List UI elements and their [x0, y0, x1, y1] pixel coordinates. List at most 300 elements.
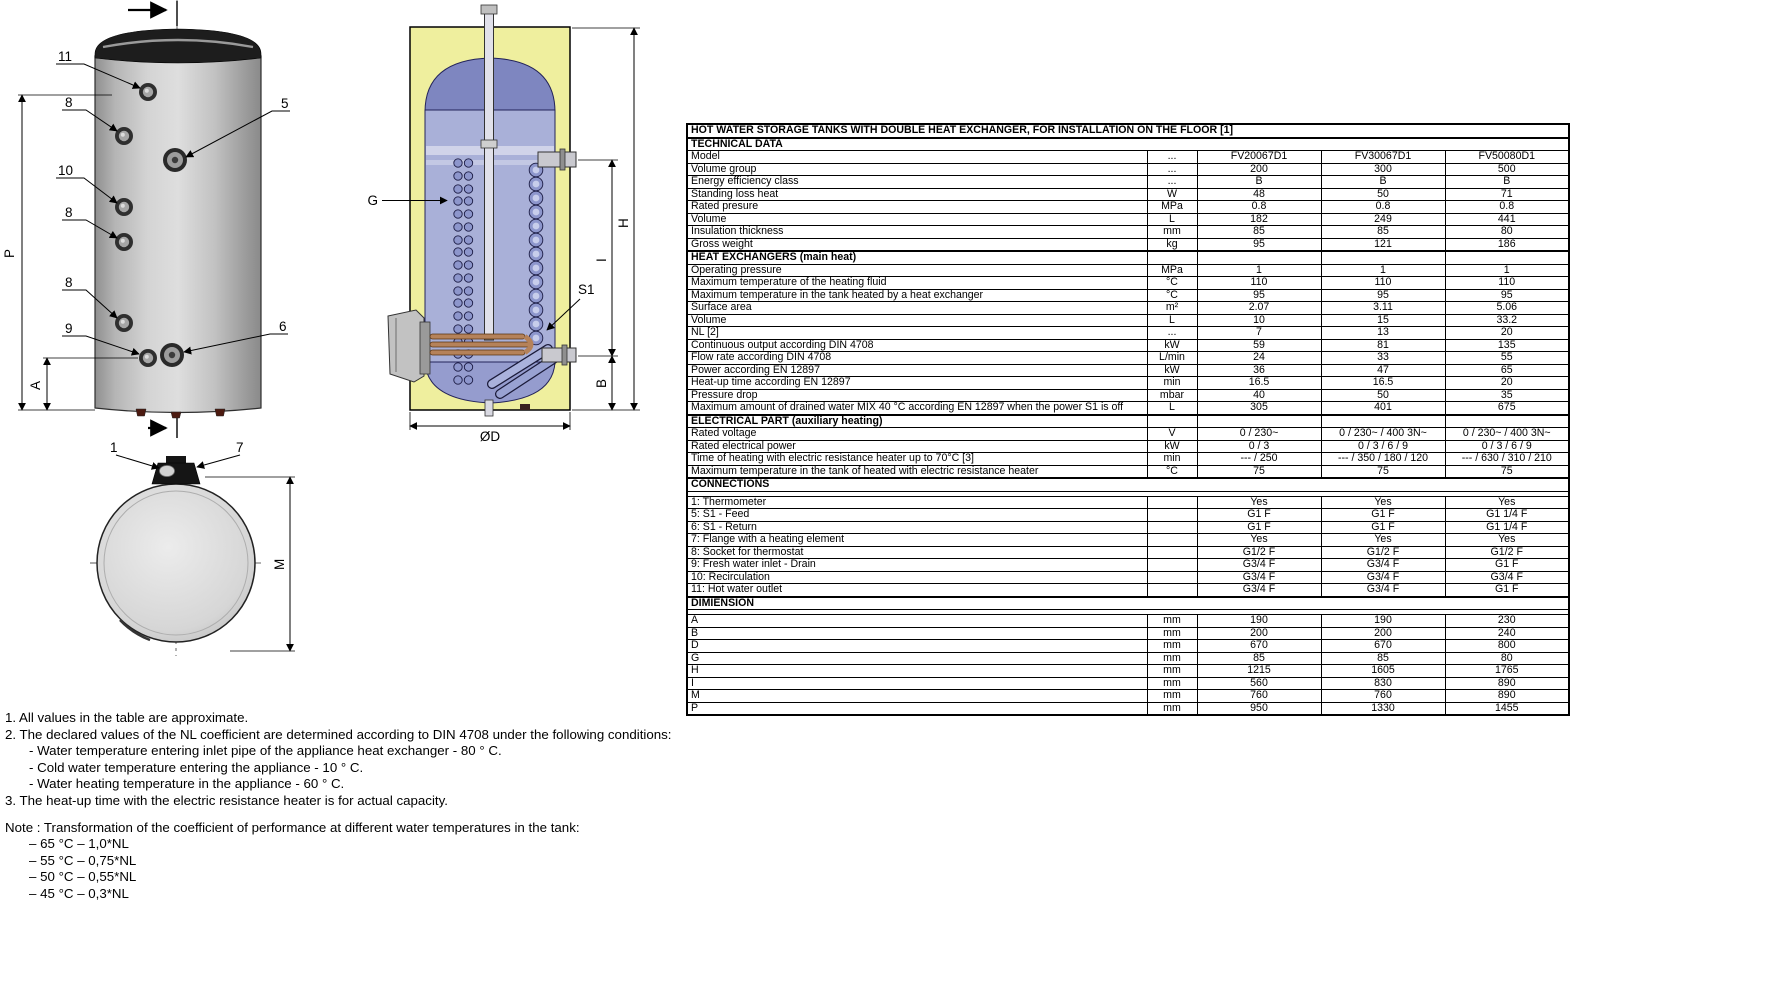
row-label: Continuous output according DIN 4708: [687, 339, 1147, 352]
row-unit: [1147, 521, 1197, 534]
thermometer-pocket: [160, 466, 175, 477]
row-value-fv20067d1: 10: [1197, 314, 1321, 327]
row-value-fv20067d1: Yes: [1197, 496, 1321, 509]
row-value-fv30067d1: G1 F: [1321, 509, 1445, 522]
table-row: [687, 690, 1569, 703]
row-unit: mm: [1147, 677, 1197, 690]
table-row: [687, 478, 1569, 491]
row-label: I: [687, 677, 1147, 690]
row-label: Maximum temperature in the tank of heated with electric resistance heater: [687, 465, 1147, 478]
table-row: [687, 640, 1569, 653]
table-row: [687, 415, 1569, 428]
table-row: [687, 496, 1569, 509]
row-value-fv30067d1: G3/4 F: [1321, 584, 1445, 597]
row-value-fv50080d1: 55: [1445, 352, 1569, 365]
row-value-fv30067d1: 50: [1321, 389, 1445, 402]
front-view: [2, 0, 290, 438]
row-value-fv20067d1: 182: [1197, 213, 1321, 226]
heater-flange: [388, 310, 424, 382]
row-unit: L: [1147, 402, 1197, 415]
row-unit: mm: [1147, 690, 1197, 703]
table-row: [687, 546, 1569, 559]
row-value-fv50080d1: 95: [1445, 289, 1569, 302]
row-value-fv20067d1: 85: [1197, 226, 1321, 239]
row-value-fv30067d1: [1321, 415, 1445, 428]
callout-label-9: 9: [65, 321, 73, 336]
row-value-fv30067d1: 760: [1321, 690, 1445, 703]
tank-foot: [171, 412, 181, 418]
table-row: [687, 352, 1569, 365]
row-label: Heat-up time according EN 12897: [687, 377, 1147, 390]
row-label: Surface area: [687, 302, 1147, 315]
table-row: [687, 377, 1569, 390]
table-row: [687, 302, 1569, 315]
row-value-fv30067d1: Yes: [1321, 534, 1445, 547]
row-unit: °C: [1147, 277, 1197, 290]
row-unit: [1147, 546, 1197, 559]
technical-drawing: [0, 0, 686, 700]
row-unit: kW: [1147, 339, 1197, 352]
row-value-fv50080d1: 1765: [1445, 665, 1569, 678]
row-label: Maximum amount of drained water MIX 40 °C according EN 12897 when the power S1 is off: [687, 402, 1147, 415]
row-value-fv50080d1: 240: [1445, 627, 1569, 640]
row-label: 1: Thermometer: [687, 496, 1147, 509]
spec-table-body: [687, 124, 1569, 715]
row-value-fv50080d1: 0 / 230~ / 400 3N~: [1445, 428, 1569, 441]
row-unit: [1147, 571, 1197, 584]
row-value-fv50080d1: G1 F: [1445, 584, 1569, 597]
row-value-fv30067d1: G3/4 F: [1321, 571, 1445, 584]
row-value-fv20067d1: G3/4 F: [1197, 559, 1321, 572]
row-value-fv20067d1: G3/4 F: [1197, 571, 1321, 584]
row-value-fv30067d1: Yes: [1321, 496, 1445, 509]
boss-8b: [115, 233, 133, 251]
top-view: [90, 440, 295, 656]
row-value-fv50080d1: [1445, 251, 1569, 264]
row-value-fv30067d1: [1321, 251, 1445, 264]
row-value-fv20067d1: [1197, 138, 1321, 151]
row-value-fv30067d1: 13: [1321, 327, 1445, 340]
row-value-fv30067d1: 3.11: [1321, 302, 1445, 315]
row-unit: mm: [1147, 652, 1197, 665]
callout-label-8c: 8: [65, 275, 73, 290]
dim-label-b: B: [594, 378, 609, 388]
boss-8a: [115, 127, 133, 145]
row-value-fv30067d1: 95: [1321, 289, 1445, 302]
row-value-fv30067d1: 0.8: [1321, 201, 1445, 214]
row-value-fv30067d1: 0 / 230~ / 400 3N~: [1321, 428, 1445, 441]
row-value-fv30067d1: [1321, 124, 1445, 138]
row-unit: [1147, 584, 1197, 597]
table-row: [687, 176, 1569, 189]
callout-label-10: 10: [58, 163, 74, 178]
row-label: ELECTRICAL PART (auxiliary heating): [687, 415, 1147, 428]
table-row: [687, 213, 1569, 226]
table-row: [687, 364, 1569, 377]
note-line: - Water temperature entering inlet pipe of the appliance heat exchanger - 80 ° C.: [29, 743, 502, 759]
table-row: [687, 521, 1569, 534]
heater-rod: [430, 350, 525, 355]
row-value-fv50080d1: B: [1445, 176, 1569, 189]
table-row: [687, 665, 1569, 678]
row-value-fv20067d1: Yes: [1197, 534, 1321, 547]
row-label: DIMIENSION: [687, 597, 1147, 610]
row-value-fv50080d1: 0 / 3 / 6 / 9: [1445, 440, 1569, 453]
row-label: NL [2]: [687, 327, 1147, 340]
row-value-fv50080d1: 0.8: [1445, 201, 1569, 214]
row-unit: °C: [1147, 289, 1197, 302]
row-value-fv50080d1: [1445, 124, 1569, 138]
row-value-fv30067d1: 85: [1321, 652, 1445, 665]
row-value-fv20067d1: 48: [1197, 188, 1321, 201]
note-line: 2. The declared values of the NL coefficient are determined according to DIN 4708 under the following conditions:: [5, 726, 672, 742]
row-value-fv30067d1: 33: [1321, 352, 1445, 365]
row-value-fv50080d1: Yes: [1445, 534, 1569, 547]
row-value-fv50080d1: 110: [1445, 277, 1569, 290]
row-unit: V: [1147, 428, 1197, 441]
row-label: M: [687, 690, 1147, 703]
table-row: [687, 163, 1569, 176]
row-value-fv30067d1: 81: [1321, 339, 1445, 352]
table-row: [687, 402, 1569, 415]
table-row: [687, 289, 1569, 302]
row-value-fv20067d1: G1/2 F: [1197, 546, 1321, 559]
central-pipe: [485, 10, 494, 340]
row-value-fv20067d1: 85: [1197, 652, 1321, 665]
row-label: Energy efficiency class: [687, 176, 1147, 189]
table-row: [687, 453, 1569, 466]
row-value-fv20067d1: --- / 250: [1197, 453, 1321, 466]
row-label: Time of heating with electric resistance heater up to 70°C [3]: [687, 453, 1147, 466]
row-value-fv50080d1: 80: [1445, 652, 1569, 665]
row-label: Volume: [687, 314, 1147, 327]
row-value-fv50080d1: G1 1/4 F: [1445, 509, 1569, 522]
row-value-fv50080d1: 75: [1445, 465, 1569, 478]
row-unit: L/min: [1147, 352, 1197, 365]
row-value-fv50080d1: Yes: [1445, 496, 1569, 509]
row-value-fv50080d1: [1445, 597, 1569, 610]
row-value-fv30067d1: 300: [1321, 163, 1445, 176]
row-value-fv20067d1: [1197, 478, 1321, 491]
table-row: [687, 584, 1569, 597]
row-value-fv30067d1: FV30067D1: [1321, 151, 1445, 164]
tank-foot: [215, 409, 225, 416]
row-value-fv50080d1: 71: [1445, 188, 1569, 201]
table-row: [687, 652, 1569, 665]
boss-9: [139, 349, 157, 367]
row-value-fv50080d1: [1445, 138, 1569, 151]
row-value-fv30067d1: 830: [1321, 677, 1445, 690]
row-label: 6: S1 - Return: [687, 521, 1147, 534]
row-value-fv30067d1: 15: [1321, 314, 1445, 327]
row-value-fv30067d1: 85: [1321, 226, 1445, 239]
row-label: Operating pressure: [687, 264, 1147, 277]
row-label: P: [687, 702, 1147, 715]
row-label: Rated presure: [687, 201, 1147, 214]
row-unit: min: [1147, 453, 1197, 466]
callout-label-8a: 8: [65, 95, 73, 110]
row-value-fv50080d1: [1445, 478, 1569, 491]
row-value-fv20067d1: 0 / 230~: [1197, 428, 1321, 441]
table-row: [687, 151, 1569, 164]
dim-label-p: P: [2, 248, 17, 258]
row-value-fv50080d1: 20: [1445, 327, 1569, 340]
row-label: TECHNICAL DATA: [687, 138, 1147, 151]
table-row: [687, 677, 1569, 690]
row-value-fv20067d1: 16.5: [1197, 377, 1321, 390]
row-label: Model: [687, 151, 1147, 164]
section-view: [367, 5, 640, 444]
row-value-fv50080d1: 65: [1445, 364, 1569, 377]
dim-label-a: A: [28, 380, 43, 390]
row-value-fv50080d1: 80: [1445, 226, 1569, 239]
row-value-fv30067d1: 0 / 3 / 6 / 9: [1321, 440, 1445, 453]
row-label: G: [687, 652, 1147, 665]
row-value-fv20067d1: 95: [1197, 289, 1321, 302]
dim-label-d: ØD: [479, 429, 501, 444]
row-unit: mm: [1147, 226, 1197, 239]
table-row: [687, 615, 1569, 628]
row-value-fv20067d1: FV20067D1: [1197, 151, 1321, 164]
note-line: – 50 °C – 0,55*NL: [29, 869, 137, 885]
row-unit: W: [1147, 188, 1197, 201]
heater-rod: [430, 334, 525, 339]
table-row: [687, 339, 1569, 352]
boss-11: [139, 83, 157, 101]
row-value-fv30067d1: 121: [1321, 238, 1445, 251]
row-value-fv20067d1: 110: [1197, 277, 1321, 290]
dim-label-m: M: [272, 558, 287, 570]
row-value-fv30067d1: G1/2 F: [1321, 546, 1445, 559]
table-row: [687, 124, 1569, 138]
row-unit: ...: [1147, 327, 1197, 340]
table-row: [687, 389, 1569, 402]
table-row: [687, 702, 1569, 715]
row-label: Power according EN 12897: [687, 364, 1147, 377]
row-value-fv20067d1: [1197, 597, 1321, 610]
spec-table: [686, 123, 1570, 716]
row-label: Maximum temperature of the heating fluid: [687, 277, 1147, 290]
row-value-fv20067d1: G1 F: [1197, 509, 1321, 522]
row-unit: [1147, 138, 1197, 151]
row-value-fv20067d1: 760: [1197, 690, 1321, 703]
row-value-fv20067d1: 7: [1197, 327, 1321, 340]
row-value-fv30067d1: 16.5: [1321, 377, 1445, 390]
row-label: Standing loss heat: [687, 188, 1147, 201]
row-value-fv30067d1: 1: [1321, 264, 1445, 277]
row-unit: kg: [1147, 238, 1197, 251]
table-row: [687, 251, 1569, 264]
feed-pipe: [538, 152, 576, 167]
row-unit: [1147, 251, 1197, 264]
row-value-fv20067d1: [1197, 251, 1321, 264]
row-unit: [1147, 534, 1197, 547]
boss-10: [115, 198, 133, 216]
row-value-fv20067d1: 950: [1197, 702, 1321, 715]
table-row: [687, 534, 1569, 547]
row-label: 7: Flange with a heating element: [687, 534, 1147, 547]
row-value-fv20067d1: 200: [1197, 627, 1321, 640]
note-line: – 65 °C – 1,0*NL: [29, 836, 129, 852]
row-unit: L: [1147, 314, 1197, 327]
row-value-fv20067d1: B: [1197, 176, 1321, 189]
row-label: 9: Fresh water inlet - Drain: [687, 559, 1147, 572]
row-value-fv50080d1: 1: [1445, 264, 1569, 277]
row-label: Gross weight: [687, 238, 1147, 251]
row-unit: °C: [1147, 465, 1197, 478]
row-unit: [1147, 509, 1197, 522]
row-value-fv50080d1: 20: [1445, 377, 1569, 390]
row-value-fv20067d1: 95: [1197, 238, 1321, 251]
row-label: 8: Socket for thermostat: [687, 546, 1147, 559]
row-value-fv20067d1: 670: [1197, 640, 1321, 653]
row-label: Volume group: [687, 163, 1147, 176]
dim-label-g: G: [367, 193, 378, 208]
dim-label-h: H: [616, 218, 631, 228]
note-line: 1. All values in the table are approximate.: [5, 710, 249, 725]
row-label: HEAT EXCHANGERS (main heat): [687, 251, 1147, 264]
row-unit: m²: [1147, 302, 1197, 315]
row-label: D: [687, 640, 1147, 653]
row-unit: [1147, 415, 1197, 428]
row-value-fv20067d1: 2.07: [1197, 302, 1321, 315]
row-value-fv30067d1: [1321, 138, 1445, 151]
row-value-fv50080d1: G1 1/4 F: [1445, 521, 1569, 534]
row-label: Maximum temperature in the tank heated by a heat exchanger: [687, 289, 1147, 302]
dim-label-i: I: [594, 258, 609, 262]
table-row: [687, 201, 1569, 214]
tank-foot: [136, 409, 146, 416]
row-unit: mm: [1147, 627, 1197, 640]
row-value-fv50080d1: 675: [1445, 402, 1569, 415]
table-row: [687, 238, 1569, 251]
row-value-fv20067d1: 0.8: [1197, 201, 1321, 214]
table-row: [687, 597, 1569, 610]
table-row: [687, 138, 1569, 151]
table-row: [687, 428, 1569, 441]
return-pipe: [542, 348, 576, 362]
row-value-fv30067d1: G3/4 F: [1321, 559, 1445, 572]
table-row: [687, 465, 1569, 478]
row-value-fv50080d1: 230: [1445, 615, 1569, 628]
row-value-fv20067d1: 75: [1197, 465, 1321, 478]
row-unit: MPa: [1147, 201, 1197, 214]
row-value-fv30067d1: B: [1321, 176, 1445, 189]
row-label: 5: S1 - Feed: [687, 509, 1147, 522]
table-row: [687, 440, 1569, 453]
callout-label-8b: 8: [65, 205, 73, 220]
row-value-fv30067d1: 1330: [1321, 702, 1445, 715]
callout-label-6: 6: [279, 319, 287, 334]
table-row: [687, 226, 1569, 239]
row-value-fv20067d1: 1: [1197, 264, 1321, 277]
row-unit: mm: [1147, 615, 1197, 628]
row-value-fv30067d1: G1 F: [1321, 521, 1445, 534]
row-unit: kW: [1147, 440, 1197, 453]
row-unit: mbar: [1147, 389, 1197, 402]
table-row: [687, 509, 1569, 522]
row-unit: min: [1147, 377, 1197, 390]
heater-rod: [430, 342, 531, 347]
row-label: 10: Recirculation: [687, 571, 1147, 584]
row-value-fv30067d1: 670: [1321, 640, 1445, 653]
row-label: B: [687, 627, 1147, 640]
row-value-fv20067d1: 1215: [1197, 665, 1321, 678]
row-value-fv50080d1: 135: [1445, 339, 1569, 352]
row-unit: L: [1147, 213, 1197, 226]
row-unit: kW: [1147, 364, 1197, 377]
row-label: 11: Hot water outlet: [687, 584, 1147, 597]
tank-top-cap: [95, 29, 261, 63]
top-flange: [152, 463, 200, 484]
row-value-fv30067d1: 50: [1321, 188, 1445, 201]
note-line: Note : Transformation of the coefficient of performance at different water temperatures in the tank:: [5, 819, 580, 835]
row-value-fv30067d1: 47: [1321, 364, 1445, 377]
row-value-fv50080d1: G1 F: [1445, 559, 1569, 572]
row-value-fv20067d1: 0 / 3: [1197, 440, 1321, 453]
boss-6: [160, 343, 184, 367]
row-unit: [1147, 597, 1197, 610]
row-value-fv50080d1: 186: [1445, 238, 1569, 251]
row-label: CONNECTIONS: [687, 478, 1147, 491]
row-unit: ...: [1147, 163, 1197, 176]
table-row: [687, 188, 1569, 201]
row-unit: mm: [1147, 665, 1197, 678]
row-label: Rated electrical power: [687, 440, 1147, 453]
row-value-fv20067d1: 200: [1197, 163, 1321, 176]
row-value-fv30067d1: 190: [1321, 615, 1445, 628]
callout-label-5: 5: [281, 96, 289, 111]
tank-top-circle: [97, 484, 255, 642]
note-line: – 45 °C – 0,3*NL: [29, 885, 129, 901]
table-row: [687, 559, 1569, 572]
note-line: [5, 810, 671, 820]
row-unit: ...: [1147, 151, 1197, 164]
row-label: Flow rate according DIN 4708: [687, 352, 1147, 365]
note-line: – 55 °C – 0,75*NL: [29, 852, 137, 868]
row-value-fv50080d1: 441: [1445, 213, 1569, 226]
table-row: [687, 571, 1569, 584]
row-value-fv50080d1: G1/2 F: [1445, 546, 1569, 559]
table-row: [687, 277, 1569, 290]
row-value-fv50080d1: --- / 630 / 310 / 210: [1445, 453, 1569, 466]
row-value-fv50080d1: 1455: [1445, 702, 1569, 715]
row-unit: ...: [1147, 176, 1197, 189]
row-label: Insulation thickness: [687, 226, 1147, 239]
connection-label-s1: S1: [578, 282, 595, 297]
row-value-fv20067d1: G3/4 F: [1197, 584, 1321, 597]
callout-label-1: 1: [110, 440, 118, 455]
row-label: Pressure drop: [687, 389, 1147, 402]
footnotes: [5, 710, 671, 903]
row-value-fv30067d1: 200: [1321, 627, 1445, 640]
row-value-fv50080d1: G3/4 F: [1445, 571, 1569, 584]
row-unit: [1147, 496, 1197, 509]
row-value-fv30067d1: 75: [1321, 465, 1445, 478]
row-value-fv50080d1: 33.2: [1445, 314, 1569, 327]
row-value-fv50080d1: 500: [1445, 163, 1569, 176]
note-line: 3. The heat-up time with the electric resistance heater is for actual capacity.: [5, 792, 448, 808]
row-value-fv50080d1: 890: [1445, 677, 1569, 690]
row-value-fv30067d1: 1605: [1321, 665, 1445, 678]
row-unit: MPa: [1147, 264, 1197, 277]
row-unit: [1147, 478, 1197, 491]
callout-label-11: 11: [58, 49, 73, 64]
row-value-fv50080d1: 890: [1445, 690, 1569, 703]
row-value-fv50080d1: [1445, 415, 1569, 428]
row-value-fv30067d1: 249: [1321, 213, 1445, 226]
note-line: - Cold water temperature entering the appliance - 10 ° C.: [29, 759, 364, 775]
